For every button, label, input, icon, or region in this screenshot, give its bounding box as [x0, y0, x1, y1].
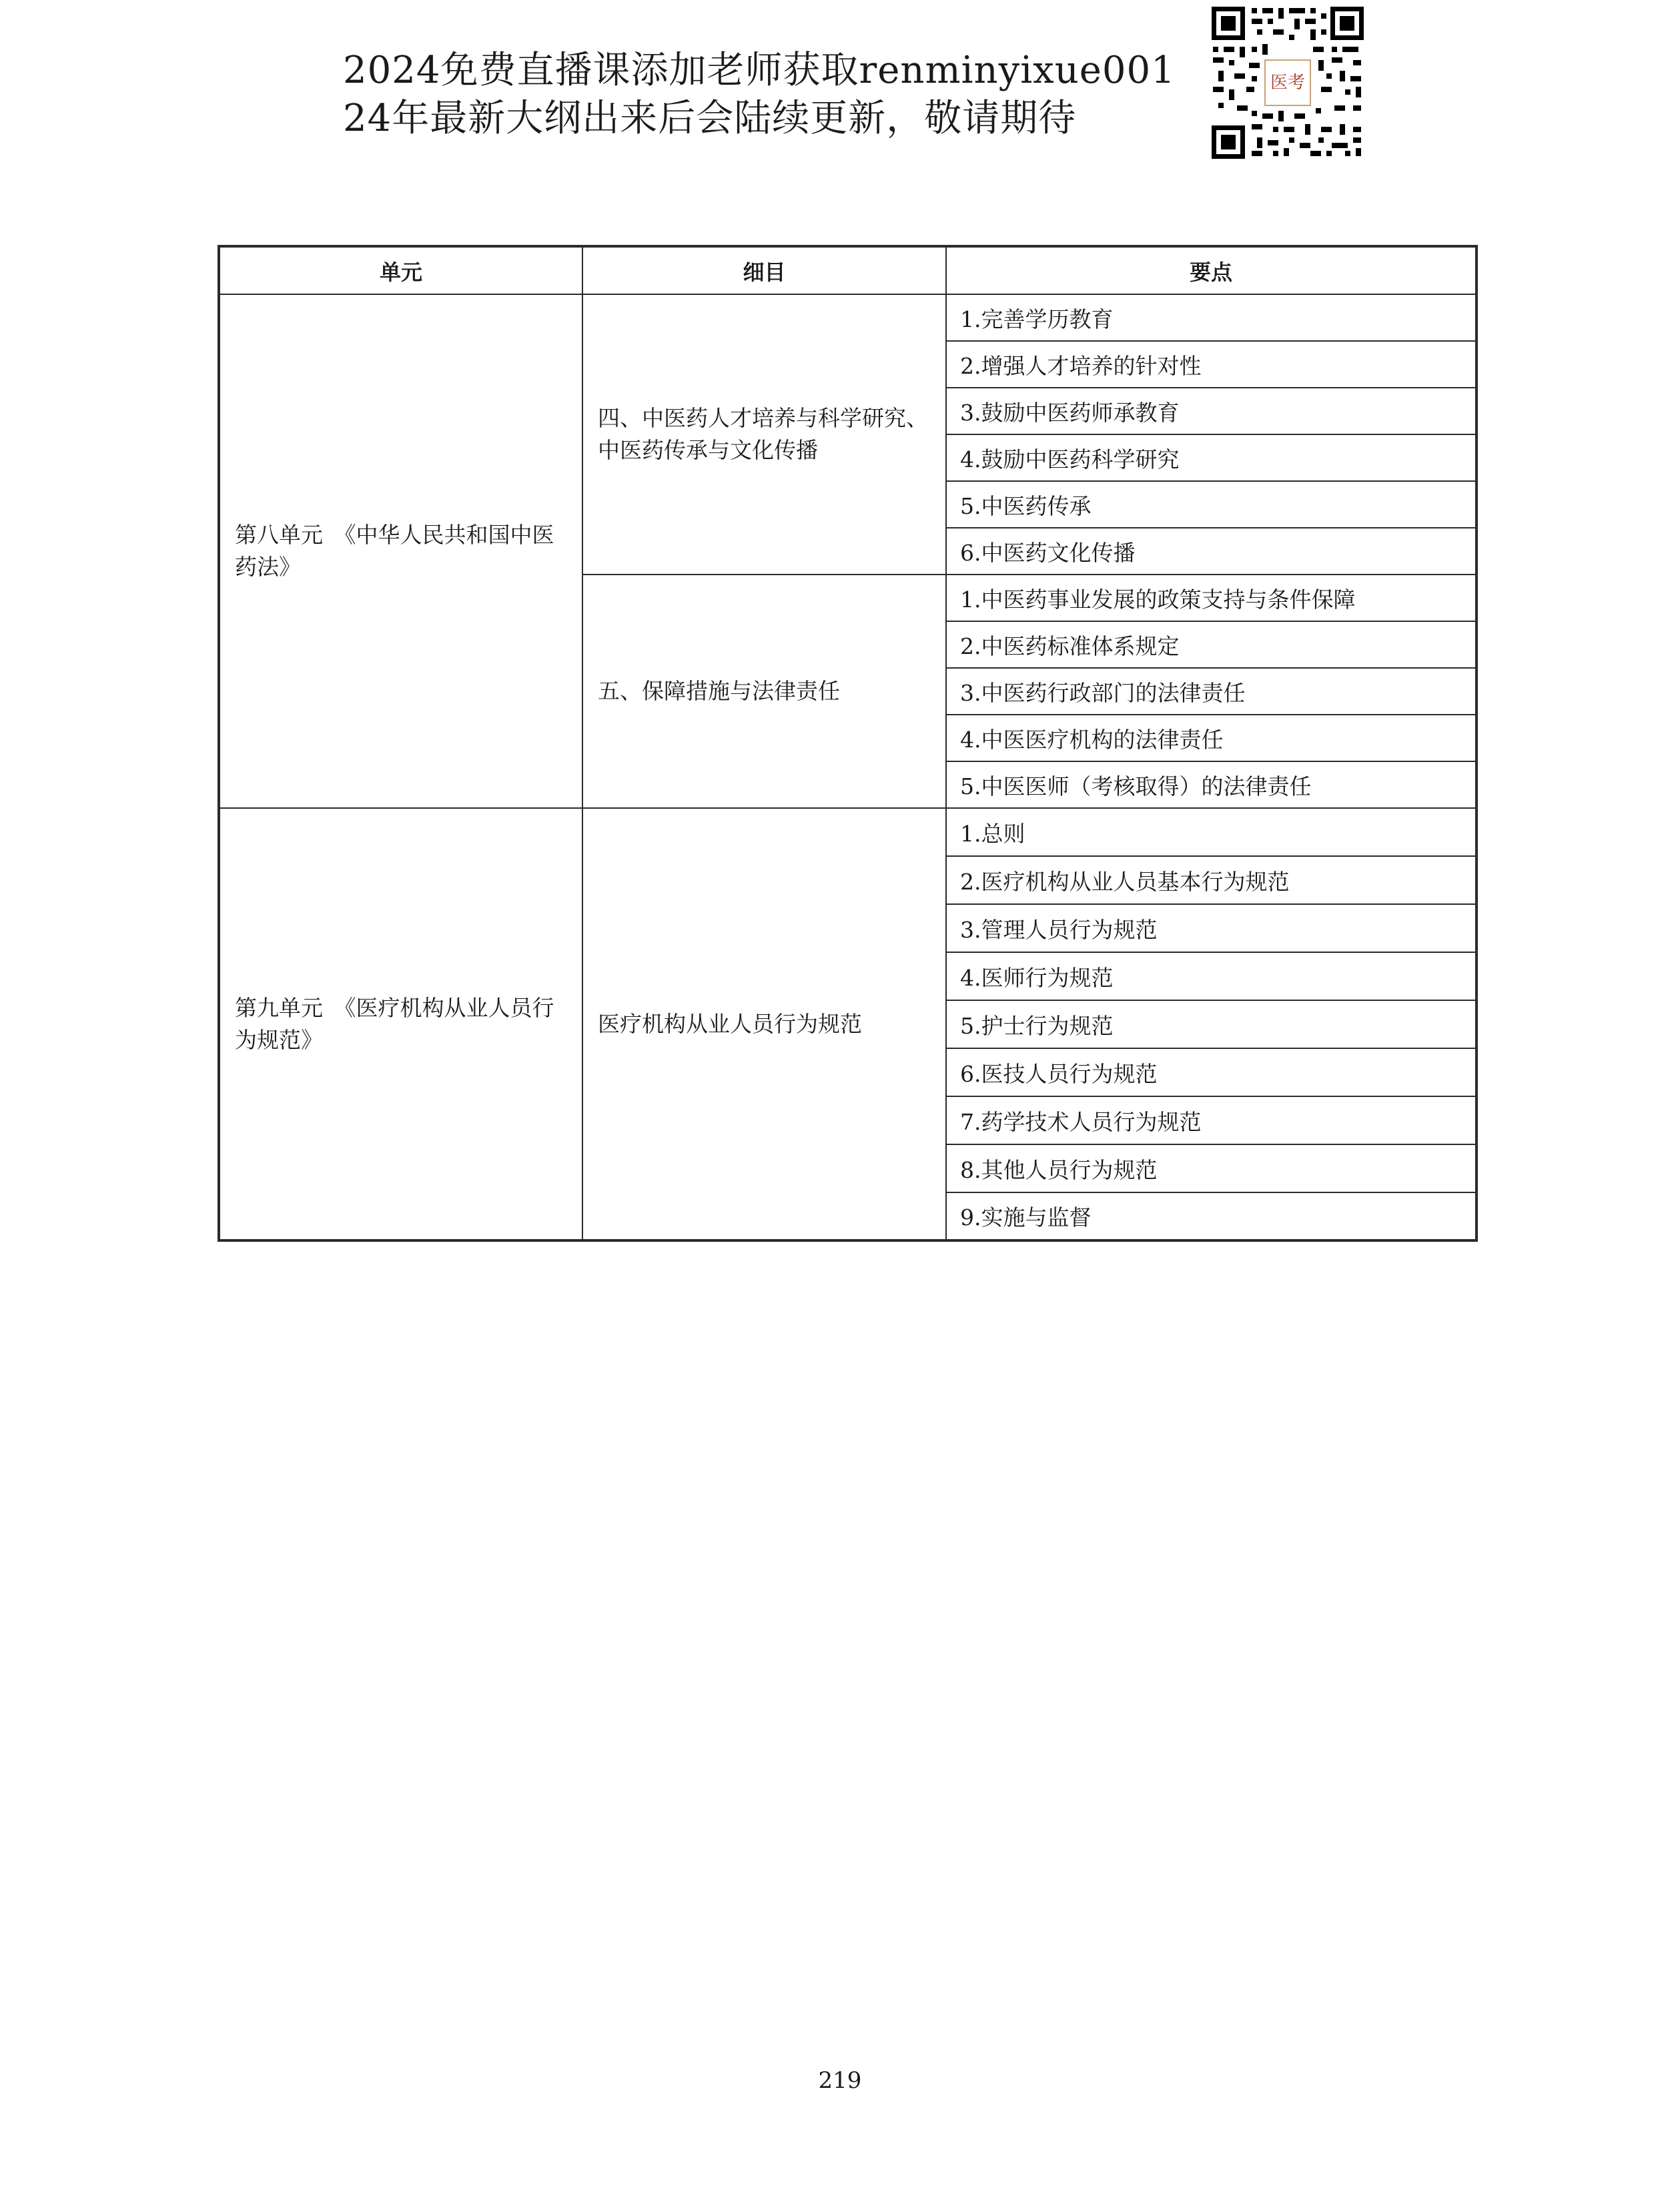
- page-number: 219: [818, 2067, 862, 2094]
- item-cell-9-1: 医疗机构从业人员行为规范: [582, 808, 946, 1240]
- point-cell: 2.医疗机构从业人员基本行为规范: [946, 856, 1477, 904]
- qr-finder-top-right: [1330, 7, 1364, 40]
- point-cell: 5.中医医师（考核取得）的法律责任: [946, 761, 1477, 808]
- point-cell: 3.中医药行政部门的法律责任: [946, 668, 1477, 715]
- point-cell: 1.完善学历教育: [946, 294, 1477, 341]
- unit-cell-8: 第八单元 《中华人民共和国中医药法》: [219, 294, 582, 808]
- point-cell: 4.中医医疗机构的法律责任: [946, 715, 1477, 761]
- table-row: [219, 808, 1477, 856]
- promo-line-2: 24年最新大纲出来后会陆续更新，敬请期待: [343, 97, 1077, 140]
- qr-code: [1209, 4, 1366, 161]
- point-cell: 5.护士行为规范: [946, 1000, 1477, 1048]
- qr-finder-top-left: [1212, 7, 1245, 40]
- column-header-item: 细目: [582, 246, 946, 294]
- promo-line-1: 2024免费直播课添加老师获取renminyixue001: [343, 49, 1176, 92]
- column-header-unit: 单元: [219, 246, 582, 294]
- point-cell: 9.实施与监督: [946, 1192, 1477, 1240]
- syllabus-table: [218, 245, 1478, 1242]
- qr-logo-text: 医考: [1270, 73, 1306, 93]
- unit-cell-9: 第九单元 《医疗机构从业人员行为规范》: [219, 808, 582, 1240]
- point-cell: 2.中医药标准体系规定: [946, 621, 1477, 668]
- point-cell: 3.管理人员行为规范: [946, 904, 1477, 952]
- point-cell: 6.中医药文化传播: [946, 528, 1477, 575]
- item-cell-8-4: 四、中医药人才培养与科学研究、中医药传承与文化传播: [582, 294, 946, 575]
- column-header-point: 要点: [946, 246, 1477, 294]
- point-cell: 4.鼓励中医药科学研究: [946, 434, 1477, 481]
- table-header-row: [219, 246, 1477, 294]
- point-cell: 4.医师行为规范: [946, 952, 1477, 1000]
- qr-logo-badge: [1265, 60, 1310, 105]
- point-cell: 7.药学技术人员行为规范: [946, 1096, 1477, 1144]
- point-cell: 8.其他人员行为规范: [946, 1144, 1477, 1192]
- point-cell: 6.医技人员行为规范: [946, 1048, 1477, 1096]
- point-cell: 5.中医药传承: [946, 481, 1477, 528]
- point-cell: 2.增强人才培养的针对性: [946, 341, 1477, 388]
- promo-header: [343, 47, 1204, 143]
- qr-finder-bottom-left: [1212, 125, 1245, 159]
- table-row: [219, 294, 1477, 341]
- point-cell: 1.总则: [946, 808, 1477, 856]
- point-cell: 1.中医药事业发展的政策支持与条件保障: [946, 575, 1477, 621]
- point-cell: 3.鼓励中医药师承教育: [946, 388, 1477, 434]
- item-cell-8-5: 五、保障措施与法律责任: [582, 575, 946, 808]
